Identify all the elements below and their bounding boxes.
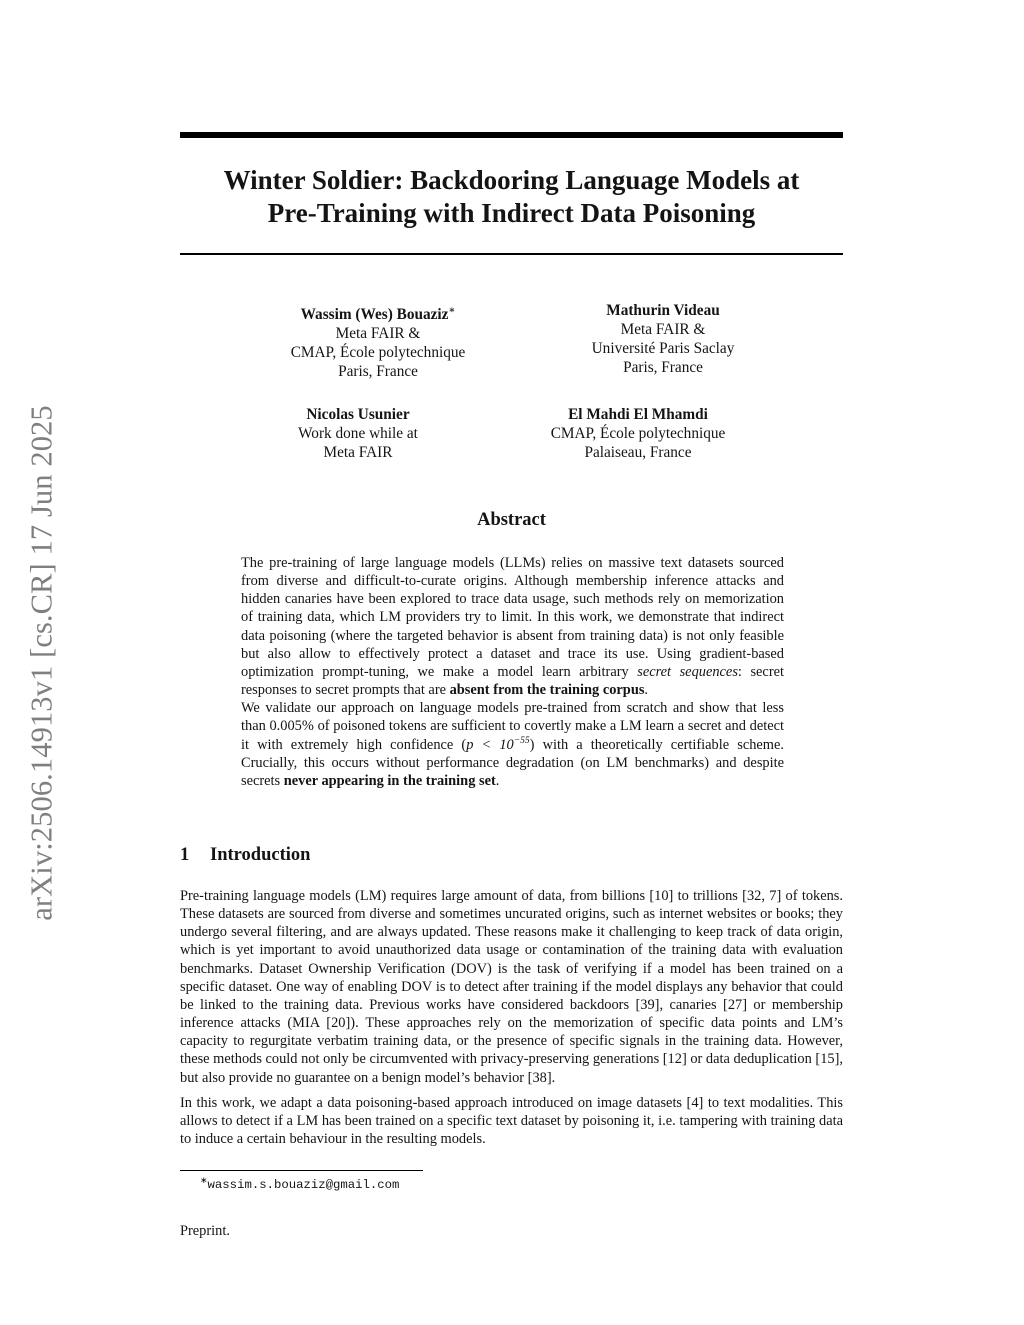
- title-bottom-rule: [180, 253, 843, 255]
- author-block-usunier: [258, 405, 458, 462]
- emphasis-secret-sequences: secret sequences: [637, 663, 738, 680]
- section-heading-introduction: [180, 845, 310, 866]
- author-affiliation: Work done while at: [298, 425, 418, 442]
- author-affiliation: CMAP, École polytechnique: [290, 344, 466, 362]
- abstract-heading: Abstract: [477, 510, 546, 530]
- intro-paragraph-2: In this work, we adapt a data poisoning-based approach introduced on image datasets [4] to text modalities. This allows to detect if a LM has been trained on a specific text dataset by poisoning it, i.e. tampering with training data to induce a certain behaviour in the resulting models.: [180, 1094, 843, 1148]
- author-name: Wassim (Wes) Bouaziz∗: [300, 305, 456, 324]
- author-name: Mathurin Videau: [606, 302, 720, 319]
- section-title: Introduction: [210, 845, 311, 865]
- email-address: wassim.s.bouaziz@gmail.com: [207, 1178, 400, 1193]
- footnote-rule: [180, 1170, 423, 1171]
- author-affiliation: Paris, France: [623, 359, 703, 376]
- abstract-paragraph-1: The pre-training of large language models (LLMs) relies on massive text datasets sourced from diverse and difficult-to-curate origins. Although membership inference attacks and hidden canaries have been explored to trace data usage, such methods rely on memorization of training data, which LM providers try to limit. In this work, we demonstrate that indirect data poisoning (where the targeted behavior is absent from training data) is not only feasible but also allow to effectively protect a dataset and trace its use. Using gradient-based optimization prompt-tuning, we make a model learn arbitrary secret sequences: secret responses to secret prompts that are absent from the training corpus.: [241, 555, 784, 699]
- emphasis-absent-from-corpus: absent from the training corpus: [449, 682, 645, 699]
- author-affiliation: Meta FAIR &: [335, 325, 421, 343]
- footnote-marker: ∗: [200, 1175, 208, 1185]
- abstract-paragraph-2: We validate our approach on language models pre-trained from scratch and show that less than 0.005% of poisoned tokens are sufficient to covertly make a LM learn a secret and detect it with extremely high confidence $(p < 10^{-55})$ with a theoretically certifiable scheme. Crucially, this occurs without performance degradation (on LM benchmarks) and despite secrets never appearing in the training set.: [241, 700, 784, 789]
- author-affiliation: Palaiseau, France: [584, 444, 692, 461]
- section-number: 1: [180, 845, 190, 865]
- author-name: El Mahdi El Mhamdi: [568, 406, 708, 423]
- author-block-bouaziz: [258, 301, 498, 381]
- intro-paragraph-1: Pre-training language models (LM) requires large amount of data, from billions [10] to trillions [32, 7] of tokens. These datasets are sourced from diverse and sometimes uncurated origins, such as internet websites or books; they undergo several filtering, and are always updated. These reasons make it challenging to keep track of data origin, which is yet important to avoid unauthorized data usage or contamination of the training data with evaluation benchmarks. Dataset Ownership Verification (DOV) is the task of verifying if a model has been trained on a specific dataset. One way of enabling DOV is to detect after training if the model displays any behavior that could be linked to the training data. Previous works have considered backdoors [39], canaries [27] or membership inference attacks (MIA [20]). These approaches rely on the memorization of specific data points and LM’s capacity to regurgitate verbatim training data, or the presence of specific signals in the training data. However, these methods could not only be circumvented with privacy-preserving generations [12] or data deduplication [15], but also provide no guarantee on a benign model’s behavior [38].: [180, 888, 843, 1086]
- author-affiliation: Meta FAIR: [323, 444, 393, 461]
- author-footnote-marker: ∗: [448, 305, 456, 316]
- author-affiliation: Paris, France: [338, 363, 418, 381]
- emphasis-never-in-training-set: never appearing in the training set: [283, 772, 496, 789]
- author-affiliation: Université Paris Saclay: [591, 340, 735, 357]
- p-value-expression: $p < 10^{-55}$: [466, 735, 530, 753]
- title-top-rule: [180, 132, 843, 138]
- paper-title: [180, 164, 843, 230]
- footnote-email: [200, 1175, 399, 1192]
- page-footer-preprint: Preprint.: [180, 1223, 230, 1239]
- author-affiliation: Meta FAIR &: [620, 321, 706, 338]
- title-line-1: Winter Soldier: Backdooring Language Models at: [223, 165, 800, 195]
- abstract-body: [241, 554, 784, 790]
- author-block-el-mhamdi: [518, 405, 758, 462]
- introduction-body: [180, 887, 843, 1148]
- arxiv-identifier-stamp: arXiv:2506.14913v1 [cs.CR] 17 Jun 2025: [24, 405, 59, 921]
- author-block-videau: [543, 301, 783, 377]
- author-affiliation: CMAP, École polytechnique: [550, 425, 726, 442]
- author-name: Nicolas Usunier: [306, 406, 410, 423]
- title-line-2: Pre-Training with Indirect Data Poisoning: [267, 198, 756, 228]
